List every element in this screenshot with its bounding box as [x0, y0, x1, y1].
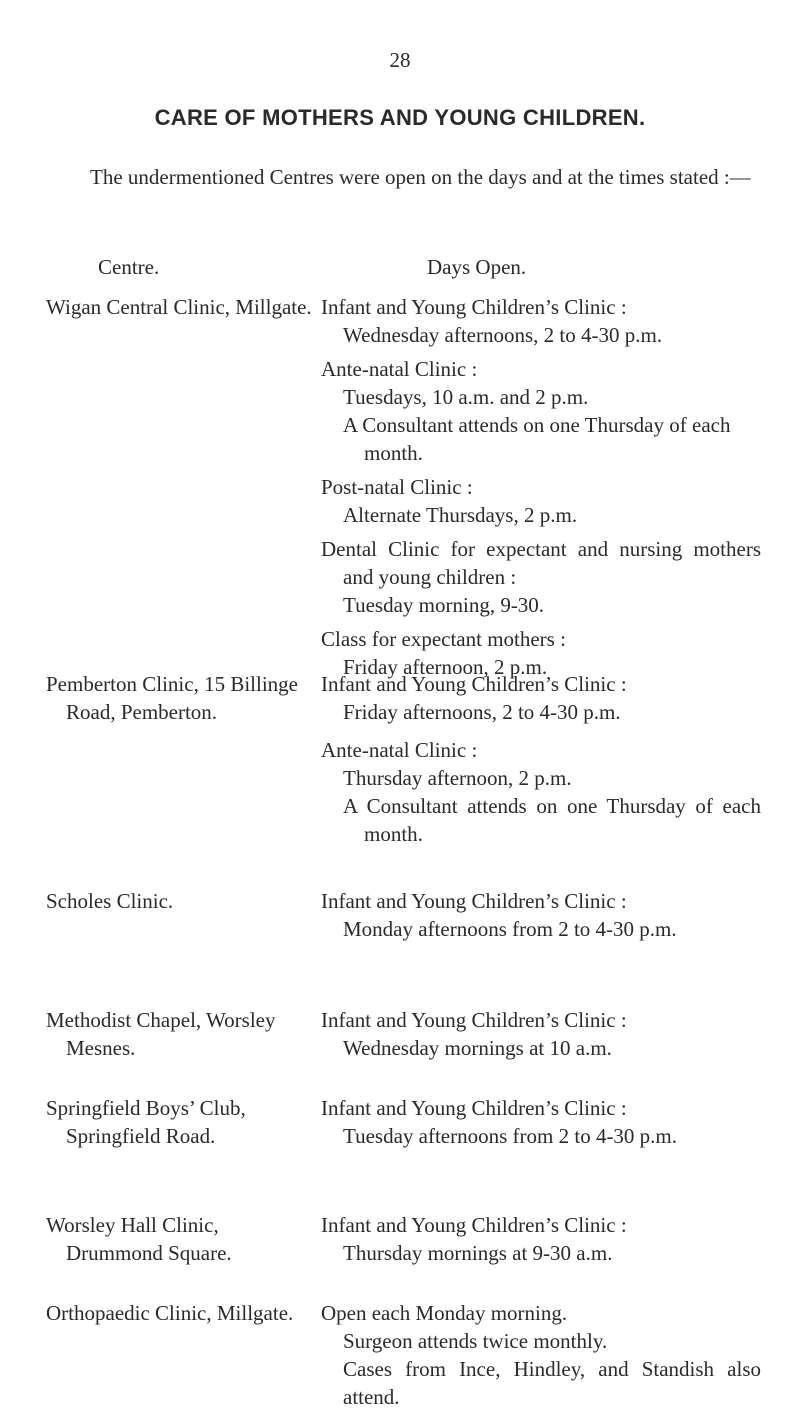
schedule-line: Friday afternoons, 2 to 4-30 p.m. — [343, 700, 621, 724]
schedule-block — [321, 1299, 761, 1411]
days-open-details — [321, 1094, 761, 1156]
schedule-line: Tuesday afternoons from 2 to 4-30 p.m. — [343, 1124, 678, 1148]
schedule-line: Monday afternoons from 2 to 4-30 p.m. — [343, 917, 677, 941]
centre-name: Scholes Clinic. — [46, 889, 174, 913]
schedule-block — [321, 670, 761, 726]
schedule-line: Wednesday afternoons, 2 to 4-30 p.m. — [343, 323, 663, 347]
schedule-line: Thursday mornings at 9-30 a.m. — [343, 1241, 613, 1265]
page-title: CARE OF MOTHERS AND YOUNG CHILDREN. — [154, 105, 646, 130]
schedule-title: Ante-natal Clinic : — [321, 357, 478, 381]
schedule-line: Friday afternoon, 2 p.m. — [343, 655, 548, 679]
schedule-block — [321, 473, 761, 529]
centre-name: Springfield Boys’ Club, Springfield Road. — [46, 1096, 246, 1148]
schedule-title: Dental Clinic for expectant and nursing mothers and young children : — [321, 537, 761, 589]
schedule-title: Open each Monday morning. — [321, 1301, 568, 1325]
days-open-details — [321, 887, 761, 949]
intro-paragraph: The undermentioned Centres were open on the days and at the times stated :— — [90, 165, 751, 189]
schedule-title: Infant and Young Children’s Clinic : — [321, 1008, 627, 1032]
schedule-title: Infant and Young Children’s Clinic : — [321, 672, 627, 696]
schedule-line: Cases from Ince, Hindley, and Standish also attend. — [343, 1357, 761, 1409]
schedule-title: Infant and Young Children’s Clinic : — [321, 295, 627, 319]
schedule-line: Wednesday mornings at 10 a.m. — [343, 1036, 612, 1060]
days-open-details — [321, 293, 761, 687]
days-open-details — [321, 1299, 761, 1417]
schedule-block — [321, 736, 761, 848]
schedule-title: Ante-natal Clinic : — [321, 738, 478, 762]
column-header-centre: Centre. — [98, 255, 160, 279]
centre-name: Wigan Central Clinic, Millgate. — [46, 295, 312, 319]
centre-name: Worsley Hall Clinic, Drummond Square. — [46, 1213, 232, 1265]
schedule-block — [321, 293, 761, 349]
schedule-line: A Consultant attends on one Thursday of each month. — [343, 794, 761, 846]
days-open-details — [321, 1211, 761, 1273]
centre-name: Pemberton Clinic, 15 Billinge Road, Pemberton. — [46, 672, 298, 724]
schedule-line: Alternate Thursdays, 2 p.m. — [343, 503, 578, 527]
schedule-line: A Consultant attends on one Thursday of each month. — [343, 413, 731, 465]
days-open-details — [321, 670, 761, 854]
schedule-line: Surgeon attends twice monthly. — [343, 1329, 608, 1353]
schedule-title: Infant and Young Children’s Clinic : — [321, 889, 627, 913]
schedule-line: Thursday afternoon, 2 p.m. — [343, 766, 572, 790]
days-open-details — [321, 1006, 761, 1068]
schedule-block — [321, 535, 761, 619]
schedule-block — [321, 1211, 761, 1267]
schedule-title: Infant and Young Children’s Clinic : — [321, 1213, 627, 1237]
schedule-title: Infant and Young Children’s Clinic : — [321, 1096, 627, 1120]
schedule-block — [321, 1094, 761, 1150]
schedule-title: Class for expectant mothers : — [321, 627, 566, 651]
schedule-line: Tuesday morning, 9-30. — [343, 593, 545, 617]
centre-name: Methodist Chapel, Worsley Mesnes. — [46, 1008, 276, 1060]
page-number: 28 — [389, 48, 411, 72]
column-header-days-open: Days Open. — [427, 255, 527, 279]
schedule-block — [321, 887, 761, 943]
schedule-block — [321, 1006, 761, 1062]
schedule-line: Tuesdays, 10 a.m. and 2 p.m. — [343, 385, 589, 409]
schedule-title: Post-natal Clinic : — [321, 475, 473, 499]
centre-name: Orthopaedic Clinic, Millgate. — [46, 1301, 294, 1325]
schedule-block — [321, 355, 761, 467]
